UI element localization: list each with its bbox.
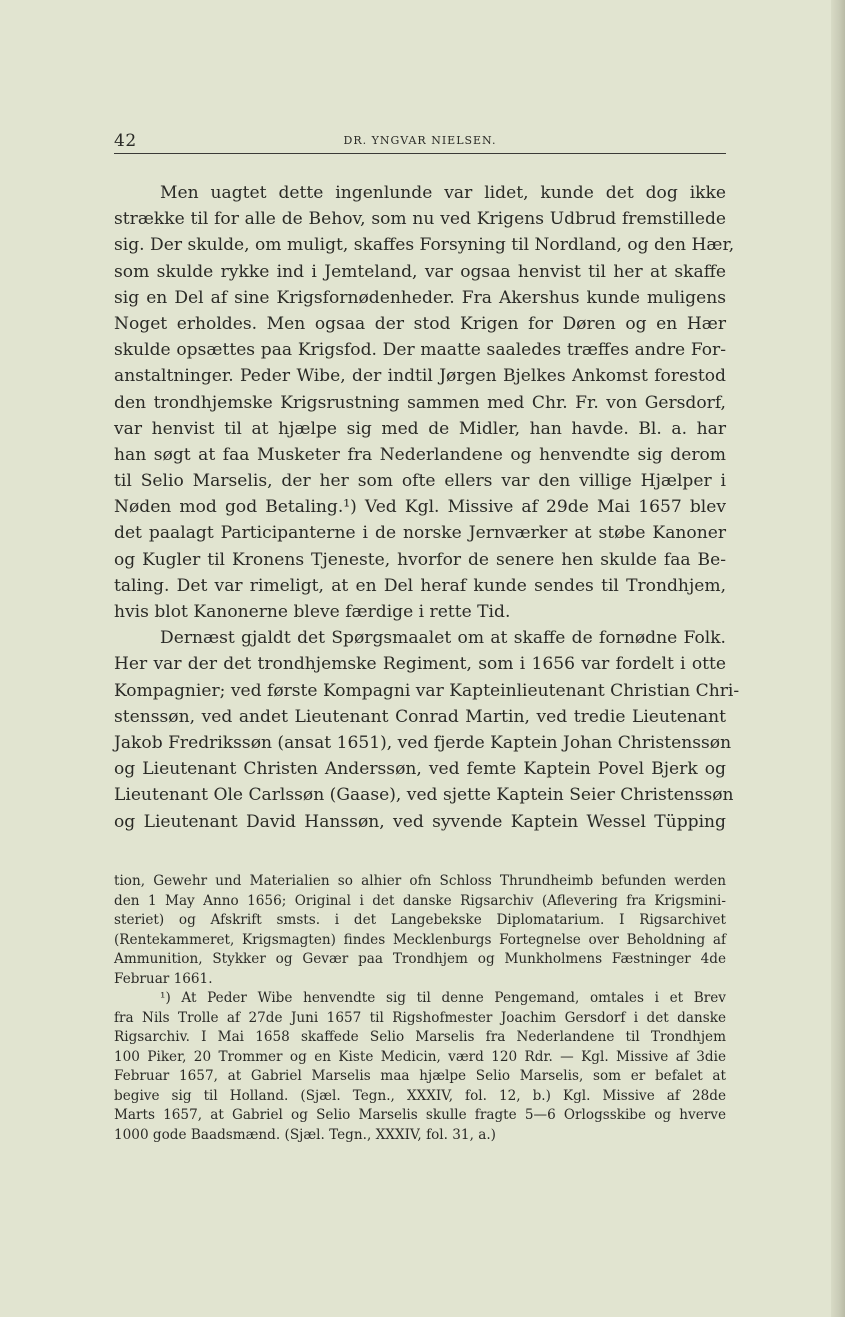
text-line: han søgt at faa Musketer fra Nederlandene og henvendte sig derom	[114, 444, 726, 465]
footnote-line: den 1 May Anno 1656; Original i det danske Rigsarchiv (Aflevering fra Krigsmini-	[114, 892, 726, 909]
text-line: strække til for alle de Behov, som nu ved Krigens Udbrud fremstillede	[114, 209, 726, 230]
text-line: Dernæst gjaldt det Spørgsmaalet om at skaffe de fornødne Folk.	[160, 628, 726, 649]
footnote-line: begive sig til Holland. (Sjæl. Tegn., XXXIV, fol. 12, b.) Kgl. Missive af 28de	[114, 1087, 726, 1104]
footnotes	[114, 872, 726, 1145]
text-line: det paalagt Participanterne i de norske Jernværker at støbe Kanoner	[114, 523, 726, 544]
text-line: stenssøn, ved andet Lieutenant Conrad Martin, ved tredie Lieutenant	[114, 706, 726, 727]
main-text	[114, 180, 740, 835]
text-line: sig. Der skulde, om muligt, skaffes Forsyning til Nordland, og den Hær,	[114, 235, 735, 256]
page-edge-shadow	[831, 0, 845, 1317]
text-line: hvis blot Kanonerne bleve færdige i rette Tid.	[114, 602, 511, 622]
footnote-line: (Rentekammeret, Krigsmagten) findes Mecklenburgs Fortegnelse over Beholdning af	[114, 931, 726, 948]
text-line: Kompagnier; ved første Kompagni var Kapteinlieutenant Christian Chri-	[114, 680, 740, 701]
footnote-line: Marts 1657, at Gabriel og Selio Marselis skulle fragte 5—6 Orlogsskibe og hverve	[114, 1107, 726, 1123]
text-line: den trondhjemske Krigsrustning sammen med Chr. Fr. von Gersdorf,	[114, 392, 726, 413]
footnote-line: Februar 1657, at Gabriel Marselis maa hjælpe Selio Marselis, som er befalet at	[114, 1068, 726, 1084]
footnote-line: Rigsarchiv. I Mai 1658 skaffede Selio Marselis fra Nederlandene til Trondhjem	[114, 1029, 726, 1045]
text-line: Men uagtet dette ingenlunde var lidet, kunde det dog ikke	[160, 183, 726, 203]
text-line: Lieutenant Ole Carlssøn (Gaase), ved sjette Kaptein Seier Christenssøn	[114, 785, 734, 806]
footnote-line: 100 Piker, 20 Trommer og en Kiste Medicin, værd 120 Rdr. — Kgl. Missive af 3die	[114, 1048, 726, 1065]
text-line: Her var der det trondhjemske Regiment, som i 1656 var fordelt i otte	[114, 654, 726, 675]
text-line: til Selio Marselis, der her som ofte ellers var den villige Hjælper i	[114, 471, 726, 492]
footnote-line: ¹) At Peder Wibe henvendte sig til denne Pengemand, omtales i et Brev	[160, 990, 726, 1006]
text-line: skulde opsættes paa Krigsfod. Der maatte saaledes træffes andre For-	[114, 340, 726, 361]
text-line: Noget erholdes. Men ogsaa der stod Krigen for Døren og en Hær	[114, 313, 726, 334]
page-number: 42	[114, 131, 137, 151]
text-line: var henvist til at hjælpe sig med de Midler, han havde. Bl. a. har	[114, 418, 726, 439]
footnote-line: Ammunition, Stykker og Gevær paa Trondhjem og Munkholmens Fæstninger 4de	[114, 951, 726, 967]
page-header	[114, 131, 726, 154]
text-line: og Lieutenant Christen Anderssøn, ved femte Kaptein Povel Bjerk og	[114, 759, 726, 780]
text-line: og Kugler til Kronens Tjeneste, hvorfor de senere hen skulde faa Be-	[114, 549, 726, 570]
footnote-line: fra Nils Trolle af 27de Juni 1657 til Rigshofmester Joachim Gersdorf i det danske	[114, 1009, 726, 1026]
footnote-line: tion, Gewehr und Materialien so alhier ofn Schloss Thrundheimb befunden werden	[114, 873, 726, 889]
text-line: sig en Del af sine Krigsfornødenheder. Fra Akershus kunde muligens	[114, 287, 726, 308]
text-line: Nøden mod god Betaling.¹) Ved Kgl. Missive af 29de Mai 1657 blev	[114, 497, 726, 518]
text-line: som skulde rykke ind i Jemteland, var ogsaa henvist til her at skaffe	[114, 261, 726, 282]
text-line: taling. Det var rimeligt, at en Del heraf kunde sendes til Trondhjem,	[114, 575, 726, 596]
text-line: og Lieutenant David Hanssøn, ved syvende Kaptein Wessel Tüpping	[114, 811, 726, 832]
footnote-line: 1000 gode Baadsmænd. (Sjæl. Tegn., XXXIV, fol. 31, a.)	[114, 1126, 496, 1143]
running-head: DR. YNGVAR NIELSEN.	[343, 134, 497, 147]
footnote-line: Februar 1661.	[114, 970, 213, 987]
footnote-line: steriet) og Afskrift smsts. i det Langebekske Diplomatarium. I Rigsarchivet	[114, 912, 726, 928]
text-line: anstaltninger. Peder Wibe, der indtil Jørgen Bjelkes Ankomst forestod	[114, 366, 726, 387]
text-line: Jakob Fredrikssøn (ansat 1651), ved fjerde Kaptein Johan Christenssøn	[114, 732, 732, 753]
